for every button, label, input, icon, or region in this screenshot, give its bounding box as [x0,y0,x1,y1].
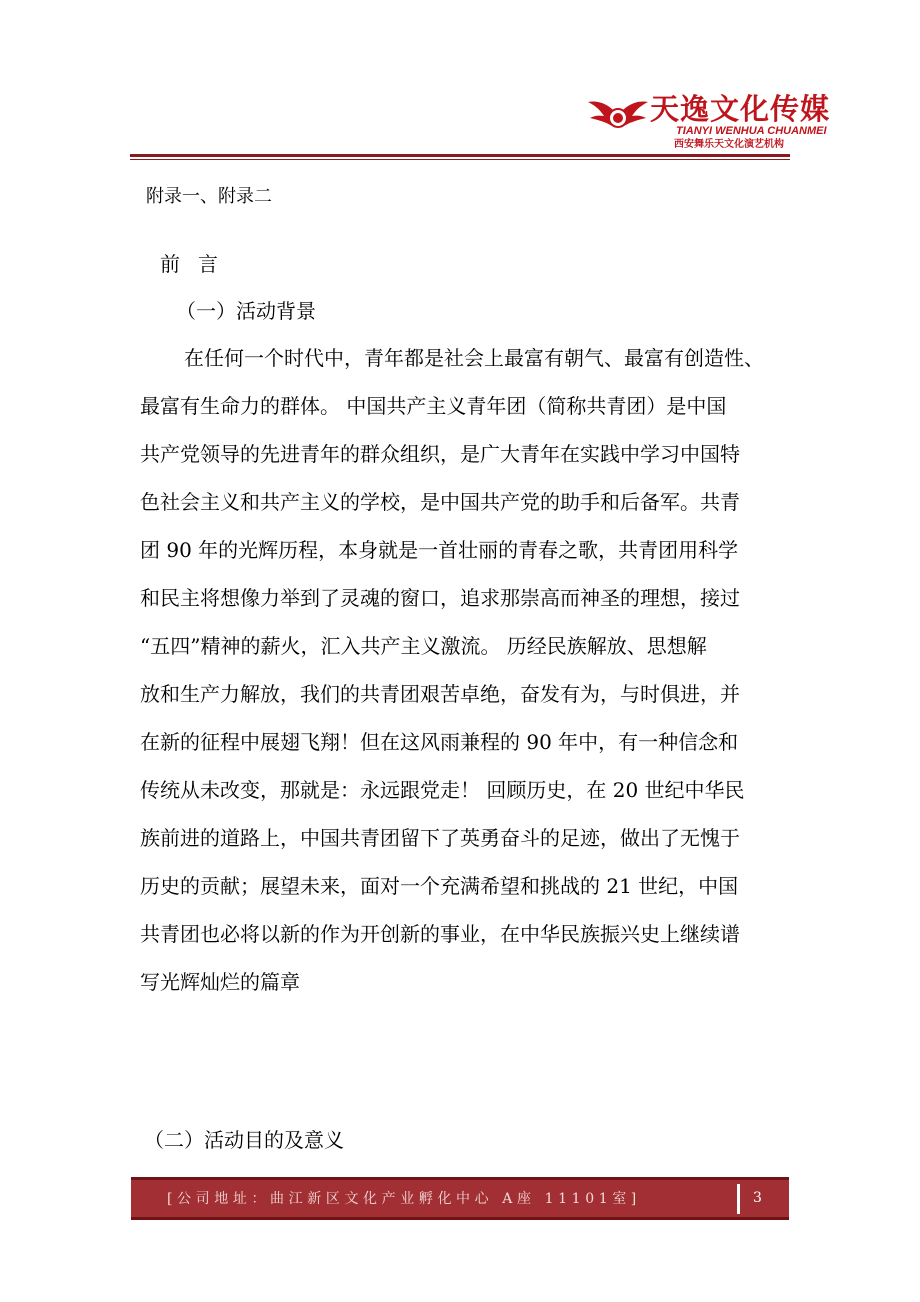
footer-divider [737,1184,740,1214]
header-divider [130,154,790,157]
logo-title: 天逸文化传媒 [650,92,831,126]
footer-address: [公司地址：曲江新区文化产业孵化中心 A座 11101室] [167,1191,641,1207]
appendix-line: 附录一、附录二 [146,186,272,207]
paragraph-line: 共产党领导的先进青年的群众组织，是广大青年在实践中学习中国特 [140,442,740,466]
paragraph-line: 最富有生命力的群体。 中国共产主义青年团（简称共青团）是中国 [140,394,727,418]
paragraph-line: 族前进的道路上，中国共青团留下了英勇奋斗的足迹，做出了无愧于 [140,826,740,850]
logo-subtitle: 西安舞乐天文化演艺机构 [674,139,784,150]
paragraph-line: 放和生产力解放，我们的共青团艰苦卓绝，奋发有为，与时俱进，并 [140,682,740,706]
paragraph-line: 在任何一个时代中，青年都是社会上最富有朝气、最富有创造性、 [184,346,764,370]
wing-emblem-icon [588,96,648,136]
section-title-purpose: （二）活动目的及意义 [144,1128,344,1152]
paragraph-line: 共青团也必将以新的作为开创新的事业，在中华民族振兴史上继续谱 [140,922,740,946]
footer-bar [131,1177,789,1220]
company-logo [588,92,831,154]
header-divider-thin [130,159,790,160]
page-number: 3 [753,1190,762,1206]
paragraph-line: 色社会主义和共产主义的学校，是中国共产党的助手和后备军。共青 [140,490,740,514]
paragraph-line: 和民主将想像力举到了灵魂的窗口，追求那崇高而神圣的理想，接过 [140,586,740,610]
paragraph-line: 在新的征程中展翅飞翔！但在这风雨兼程的 90 年中，有一种信念和 [140,730,739,754]
logo-pinyin: TIANYI WENHUA CHUANMEI [676,125,827,137]
section-title-background: （一）活动背景 [176,299,316,323]
paragraph-line: 历史的贡献；展望未来，面对一个充满希望和挑战的 21 世纪，中国 [140,874,739,898]
paragraph-line: 写光辉灿烂的篇章 [140,970,300,994]
preface-heading: 前言 [160,252,236,276]
paragraph-line: 传统从未改变，那就是：永远跟党走！ 回顾历史，在 20 世纪中华民 [140,778,745,802]
paragraph-line: “五四”精神的薪火，汇入共产主义激流。 历经民族解放、思想解 [140,634,707,658]
paragraph-line: 团 90 年的光辉历程，本身就是一首壮丽的青春之歌，共青团用科学 [140,538,739,562]
background-paragraph [140,334,790,1006]
